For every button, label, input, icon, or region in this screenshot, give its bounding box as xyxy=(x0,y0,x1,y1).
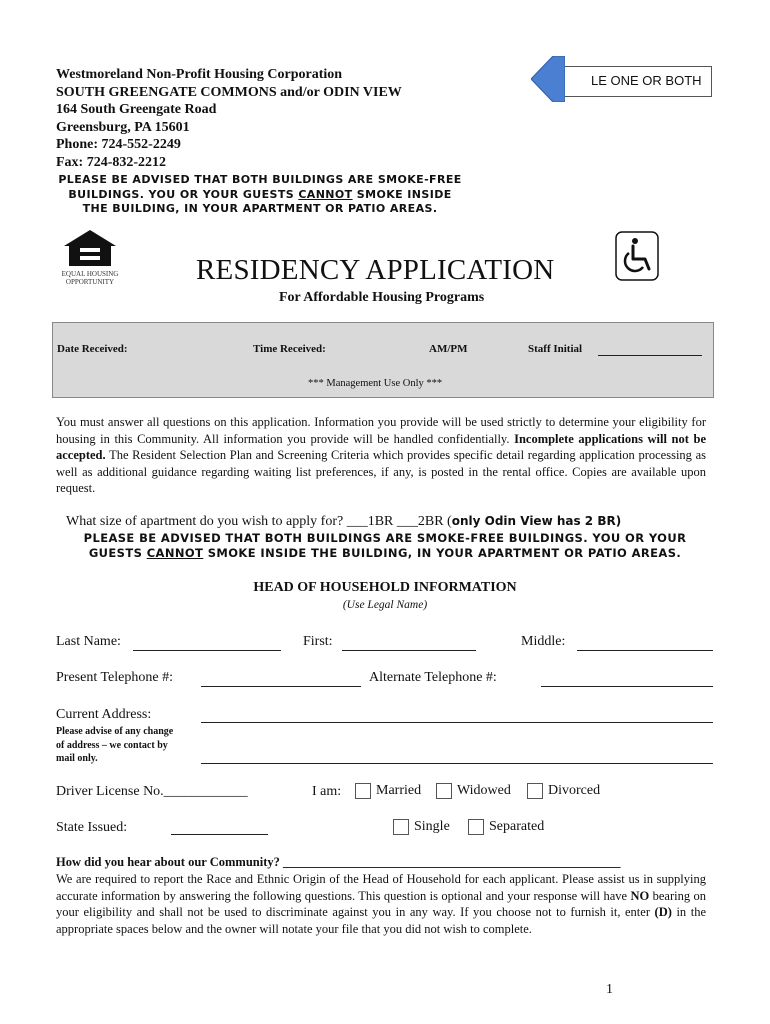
circle-one-text: LE ONE OR BOTH xyxy=(591,73,702,88)
mid-warning-line-2: GUESTS CANNOT SMOKE INSIDE THE BUILDING, IN YOUR APARTMENT OR PATIO AREAS. xyxy=(88,545,682,560)
present-phone-field[interactable] xyxy=(201,686,361,687)
widowed-checkbox[interactable] xyxy=(436,783,452,799)
divorced-option[interactable]: Divorced xyxy=(527,783,600,799)
left-arrow-icon xyxy=(531,56,565,102)
org-name: Westmoreland Non-Profit Housing Corporation xyxy=(56,67,343,82)
current-address-field-1[interactable] xyxy=(201,722,713,723)
race-ethnicity-paragraph: We are required to report the Race and Ethnic Origin of the Head of Household for each applicant. Please assist us in supplying accurate information by answering the following questions. This question is optional and your response will have NO bearing on your eligibility and shall not be used to discriminate against you in any way. If you choose not to furnish it, enter (D) in the appropriate spaces below and the owner will notate your file that you did not wish to complete. xyxy=(56,872,706,936)
hoh-subheading: (Use Legal Name) xyxy=(342,599,428,611)
street-address: 164 South Greengate Road xyxy=(56,102,217,118)
state-issued-label: State Issued: xyxy=(56,820,128,835)
present-phone-label: Present Telephone #: xyxy=(56,670,173,685)
warning-line-2: BUILDINGS. YOU OR YOUR GUESTS CANNOT SMOKE INSIDE xyxy=(68,187,452,201)
property-names: SOUTH GREENGATE COMMONS and/or ODIN VIEW xyxy=(56,84,402,100)
single-checkbox[interactable] xyxy=(393,819,409,835)
equal-housing-icon xyxy=(60,228,120,268)
community-question[interactable]: How did you hear about our Community? ______________________________________________________ xyxy=(56,855,621,869)
middle-name-label: Middle: xyxy=(521,634,566,649)
smoke-free-warning-top xyxy=(55,173,465,217)
warning-line-1: PLEASE BE ADVISED THAT BOTH BUILDINGS ARE SMOKE-FREE xyxy=(58,173,462,186)
ampm-label: AM/PM xyxy=(429,343,468,355)
management-use-only: *** Management Use Only *** xyxy=(308,378,443,389)
separated-option[interactable]: Separated xyxy=(468,819,544,835)
office-use-box xyxy=(52,322,714,398)
driver-license-label: Driver License No.____________ xyxy=(56,784,248,799)
current-address-field-2[interactable] xyxy=(201,763,713,764)
wheelchair-icon xyxy=(615,231,659,281)
circle-one-note xyxy=(562,66,712,97)
page-title: RESIDENCY APPLICATION xyxy=(196,254,555,286)
alt-phone-label: Alternate Telephone #: xyxy=(369,670,497,685)
apartment-size-question: What size of apartment do you wish to apply for? ___1BR ___2BR (only Odin View has 2 BR) xyxy=(66,514,622,529)
married-checkbox[interactable] xyxy=(355,783,371,799)
phone: Phone: 724-552-2249 xyxy=(56,137,181,153)
page-subtitle: For Affordable Housing Programs xyxy=(279,290,485,305)
staff-initial-field[interactable] xyxy=(598,355,702,356)
separated-checkbox[interactable] xyxy=(468,819,484,835)
i-am-label: I am: xyxy=(312,784,342,799)
staff-initial-label: Staff Initial xyxy=(528,343,583,355)
alt-phone-field[interactable] xyxy=(541,686,713,687)
last-name-label: Last Name: xyxy=(56,634,121,649)
intro-paragraph: You must answer all questions on this application. Information you provide will be used strictly to determine your eligibility for housing in this Community. All information you provide will be handled confidentially. Incomplete applications will not be accepted. The Resident Selection Plan and Screening Criteria which provides specific detail regarding application processing as well as additional guidance regarding waiting list preferences, if any, is posted in the rental office. Copies are available upon request. xyxy=(56,415,706,496)
married-option[interactable]: Married xyxy=(355,783,421,799)
hoh-heading: HEAD OF HOUSEHOLD INFORMATION xyxy=(253,580,517,595)
middle-name-field[interactable] xyxy=(577,650,713,651)
date-received-label: Date Received: xyxy=(57,343,128,355)
equal-housing-text: EQUAL HOUSING OPPORTUNITY xyxy=(61,270,119,286)
first-name-field[interactable] xyxy=(342,650,476,651)
current-address-label: Current Address: xyxy=(56,707,152,722)
single-option[interactable]: Single xyxy=(393,819,450,835)
first-name-label: First: xyxy=(303,634,333,649)
address-note: Please advise of any change of address – we contact by mail only. xyxy=(56,726,174,764)
widowed-option[interactable]: Widowed xyxy=(436,783,511,799)
time-received-label: Time Received: xyxy=(253,343,326,355)
organization-header xyxy=(56,66,402,172)
fax: Fax: 724-832-2212 xyxy=(56,154,167,170)
state-issued-field[interactable] xyxy=(171,834,268,835)
mid-warning-line-1: PLEASE BE ADVISED THAT BOTH BUILDINGS ARE SMOKE-FREE BUILDINGS. YOU OR YOUR xyxy=(83,531,687,545)
smoke-free-warning-mid xyxy=(40,531,730,560)
city-state-zip: Greensburg, PA 15601 xyxy=(56,119,190,135)
warning-line-3: THE BUILDING, IN YOUR APARTMENT OR PATIO AREAS. xyxy=(82,202,438,215)
last-name-field[interactable] xyxy=(133,650,281,651)
page-number: 1 xyxy=(606,982,613,997)
divorced-checkbox[interactable] xyxy=(527,783,543,799)
